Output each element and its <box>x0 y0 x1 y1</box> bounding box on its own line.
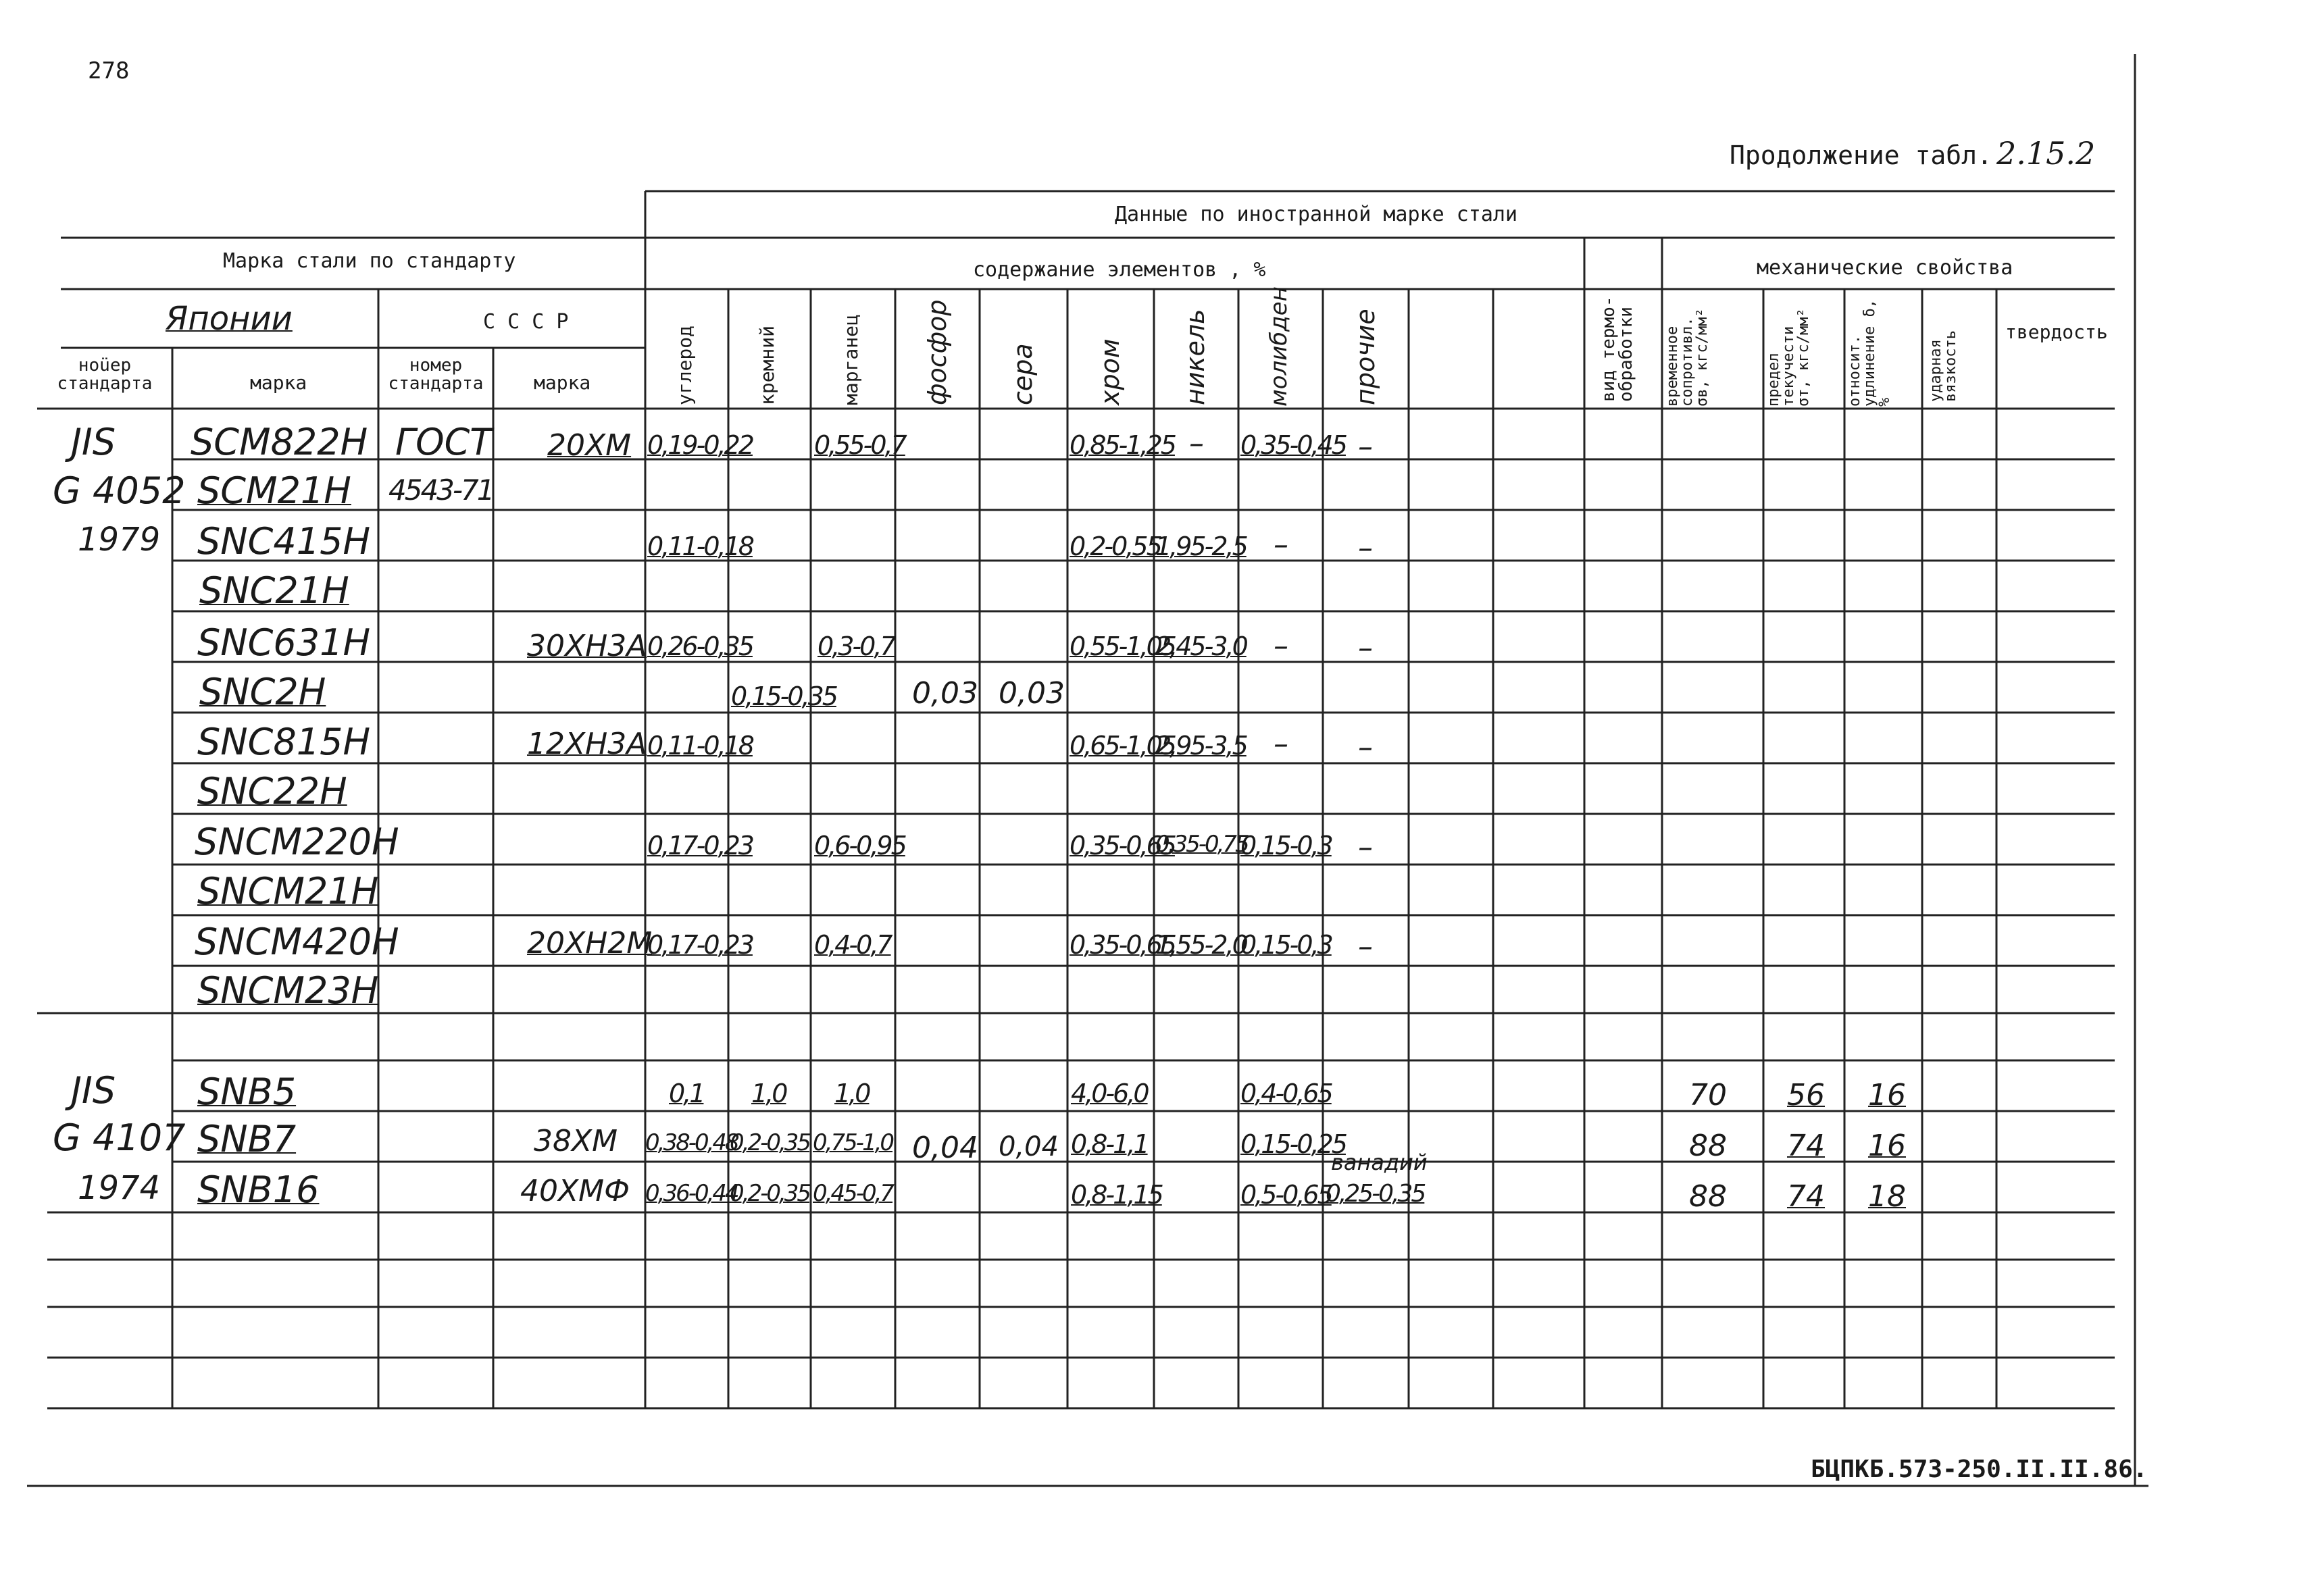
header-manganese: марганец <box>840 314 862 405</box>
silicon-3: 0,2-0,35 <box>730 1129 810 1156</box>
tensile-3: 88 <box>1689 1179 1727 1214</box>
other-1: – <box>1358 430 1373 464</box>
jp-grade-8: SNC22H <box>197 770 347 813</box>
header-grade-ussr: марка <box>534 371 591 394</box>
header-tensile-strength: временное сопротивл. σв, кгс/мм² <box>1664 308 1711 407</box>
jp-grade-10: SNCM21H <box>197 870 379 912</box>
header-yield-strength: предел текучести σт, кгс/мм² <box>1765 308 1812 407</box>
header-other: прочие <box>1351 309 1380 405</box>
chrome-1: 0,85-1,25 <box>1070 430 1175 460</box>
header-std-number-japan: ноüер стандарта <box>57 355 153 394</box>
manganese-3: 0,6-0,95 <box>814 831 905 860</box>
molybdenum-8: 0,15-0,25 <box>1240 1129 1346 1159</box>
nickel-5: 0,35-0,75 <box>1155 831 1248 858</box>
header-heat-treatment: вид термо-обработки <box>1599 296 1636 402</box>
header-hardness: твердость <box>2005 321 2108 343</box>
composition-title: содержание элементов , % <box>973 258 1266 282</box>
header-sulfur: сера <box>1008 343 1038 405</box>
table-reference: 2.15.2 <box>1996 135 2096 172</box>
molybdenum-5: 0,15-0,3 <box>1240 831 1332 860</box>
other-6: – <box>1358 929 1373 964</box>
ussr-grade-5: 38ХМ <box>534 1124 618 1158</box>
molybdenum-3: – <box>1274 629 1288 663</box>
header-carbon: углерод <box>674 325 696 405</box>
carbon-3: 0,26-0,35 <box>647 632 753 661</box>
header-std-number-ussr: номер стандарта <box>388 355 484 394</box>
document-code: БЦПКБ.573-250.II.II.86. <box>1811 1456 2148 1483</box>
chrome-7: 4,0-6,0 <box>1071 1079 1148 1108</box>
tensile-2: 88 <box>1689 1129 1727 1163</box>
silicon-4: 0,2-0,35 <box>730 1180 810 1207</box>
nickel-4: 2,95-3,5 <box>1155 731 1247 761</box>
carbon-6: 0,17-0,23 <box>647 930 753 960</box>
foreign-steel-data-title: Данные по иностранной марке стали <box>1115 203 1518 226</box>
chrome-8: 0,8-1,1 <box>1071 1129 1148 1159</box>
nickel-3: 2,45-3,0 <box>1155 632 1247 661</box>
jp-grade-2: SCM21H <box>197 469 351 512</box>
std-g2-line1: JIS <box>71 1069 116 1112</box>
jp-grade-5: SNC631H <box>197 621 371 664</box>
yield-2: 74 <box>1787 1129 1825 1163</box>
chrome-2: 0,2-0,55 <box>1070 532 1161 561</box>
ussr-grade-4: 20ХН2М <box>527 926 653 960</box>
molybdenum-6: 0,15-0,3 <box>1240 930 1332 960</box>
page-number: 278 <box>88 57 130 84</box>
other-5: – <box>1358 830 1373 865</box>
jp-grade-11: SNCM420H <box>195 921 399 963</box>
header-elongation: относит. удлинение δ, % <box>1846 299 1893 407</box>
nickel-2: 1,95-2,5 <box>1155 532 1247 561</box>
header-silicon: кремний <box>756 325 778 405</box>
molybdenum-4: – <box>1274 727 1288 761</box>
jp-grade-1: SCM822H <box>191 421 368 463</box>
molybdenum-1: 0,35-0,45 <box>1240 430 1346 460</box>
ussr-grade-1: 20ХМ <box>547 428 632 463</box>
header-nickel: никель <box>1180 309 1210 405</box>
carbon-2: 0,11-0,18 <box>647 532 753 561</box>
gost-label: ГОСТ <box>395 421 493 463</box>
nickel-1: – <box>1189 426 1204 461</box>
manganese-4: 0,4-0,7 <box>814 930 891 960</box>
carbon-8: 0,38-0,48 <box>645 1129 738 1156</box>
carbon-9: 0,36-0,44 <box>645 1180 738 1207</box>
jp-grade-6: SNC2H <box>199 671 326 713</box>
nickel-6: 1,55-2,0 <box>1155 930 1247 960</box>
other-3: – <box>1358 631 1373 665</box>
country-ussr: С С С Р <box>483 310 569 334</box>
silicon-1: 0,15-0,35 <box>731 681 836 711</box>
vanadium-label: ванадий <box>1331 1150 1428 1175</box>
std-g1-line3: 1979 <box>78 521 161 559</box>
gost-number: 4543-71 <box>388 473 493 507</box>
tensile-1: 70 <box>1689 1078 1727 1112</box>
header-grade-japan: марка <box>250 371 307 394</box>
silicon-2: 1,0 <box>751 1079 786 1108</box>
header-chrome: хром <box>1095 338 1125 405</box>
jp-grade-13: SNB5 <box>197 1071 297 1113</box>
manganese-6: 0,75-1,0 <box>813 1129 893 1156</box>
sulfur-1: 0,03 <box>999 676 1065 711</box>
standard-title: Марка стали по стандарту <box>223 249 516 273</box>
yield-3: 74 <box>1787 1179 1825 1214</box>
ussr-grade-6: 40ХМФ <box>520 1174 630 1208</box>
elong-1: 16 <box>1868 1078 1906 1112</box>
manganese-5: 1,0 <box>834 1079 870 1108</box>
country-japan: Японии <box>166 300 293 338</box>
std-g1-line2: G 4052 <box>53 469 186 512</box>
chrome-6: 0,35-0,65 <box>1070 930 1175 960</box>
carbon-7: 0,1 <box>669 1079 704 1108</box>
manganese-7: 0,45-0,7 <box>813 1180 893 1207</box>
manganese-2: 0,3-0,7 <box>818 632 895 661</box>
molybdenum-2: – <box>1274 527 1288 562</box>
other-2: – <box>1358 531 1373 565</box>
sulfur-2: 0,04 <box>999 1131 1059 1162</box>
jp-grade-3: SNC415H <box>197 520 371 563</box>
molybdenum-7: 0,4-0,65 <box>1240 1079 1332 1108</box>
header-molybdenum: молибден <box>1265 286 1292 407</box>
yield-1: 56 <box>1787 1078 1825 1112</box>
std-g2-line3: 1974 <box>78 1169 161 1207</box>
vanadium-value: 0,25-0,35 <box>1326 1180 1425 1208</box>
manganese-1: 0,55-0,7 <box>814 430 905 460</box>
chrome-5: 0,35-0,65 <box>1070 831 1175 860</box>
jp-grade-15: SNB16 <box>197 1168 320 1211</box>
molybdenum-9: 0,5-0,65 <box>1240 1180 1332 1210</box>
jp-grade-12: SNCM23H <box>197 969 379 1012</box>
chrome-3: 0,55-1,05 <box>1070 632 1175 661</box>
header-impact: ударная вязкость <box>1928 330 1959 402</box>
jp-grade-14: SNB7 <box>197 1118 297 1160</box>
carbon-5: 0,17-0,23 <box>647 831 753 860</box>
chrome-4: 0,65-1,05 <box>1070 731 1175 761</box>
carbon-4: 0,11-0,18 <box>647 731 753 761</box>
elong-3: 18 <box>1868 1179 1906 1214</box>
jp-grade-4: SNC21H <box>199 569 349 612</box>
jp-grade-9: SNCM220H <box>195 821 399 863</box>
jp-grade-7: SNC815H <box>197 721 371 763</box>
carbon-1: 0,19-0,22 <box>647 430 753 460</box>
phosphorus-1: 0,03 <box>912 676 978 711</box>
elong-2: 16 <box>1868 1129 1906 1163</box>
chrome-9: 0,8-1,15 <box>1071 1180 1162 1210</box>
std-g1-line1: JIS <box>71 421 116 463</box>
ussr-grade-2: 30ХН3А <box>527 629 647 663</box>
other-4: – <box>1358 730 1373 765</box>
header-phosphorus: фосфор <box>922 299 952 405</box>
ussr-grade-3: 12ХН3А <box>527 727 647 761</box>
continuation-label: Продолжение табл. <box>1730 140 1992 170</box>
std-g2-line2: G 4107 <box>53 1116 186 1159</box>
mechanical-properties-title: механические свойства <box>1757 256 2013 280</box>
phosphorus-2: 0,04 <box>912 1131 978 1165</box>
